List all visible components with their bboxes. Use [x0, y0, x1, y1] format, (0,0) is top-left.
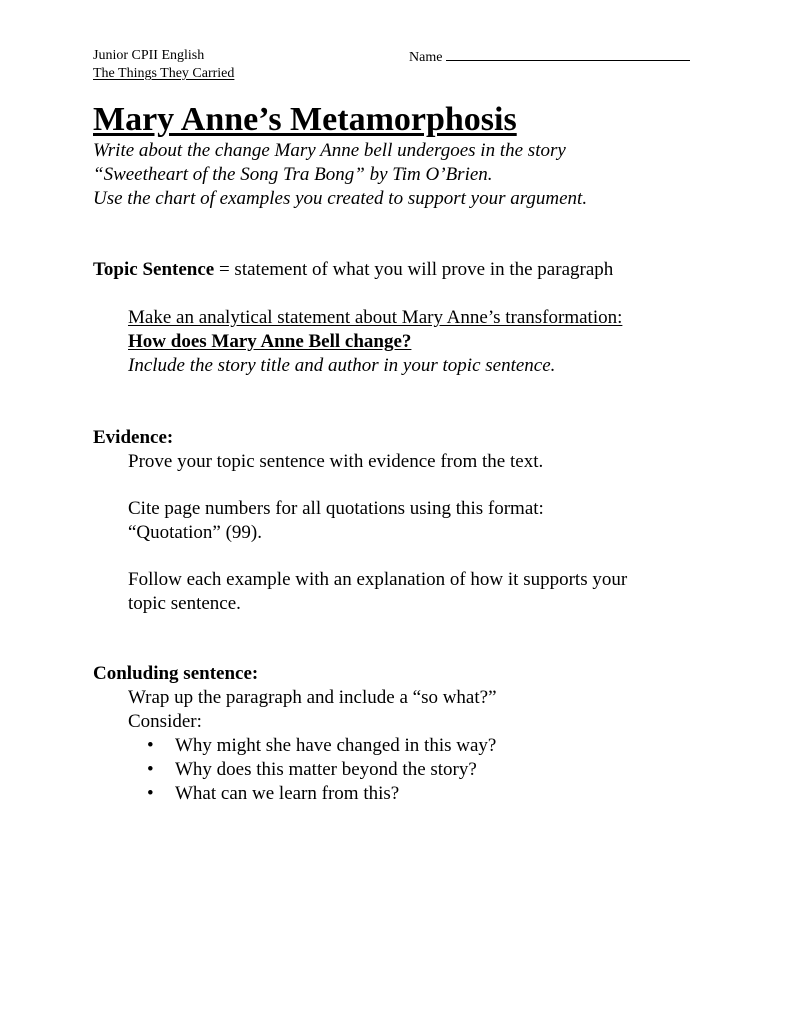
evidence-p3-line1: Follow each example with an explanation of how it supports your [128, 569, 628, 590]
evidence-p3-line2: topic sentence. [128, 593, 241, 614]
course-name: Junior CPII English [93, 48, 205, 63]
concluding-heading: Conluding sentence: [93, 663, 259, 684]
topic-sentence-label: Topic Sentence [93, 259, 215, 280]
topic-sentence-definition-text: = statement of what you will prove in the paragraph [214, 259, 614, 280]
page-title: Mary Anne’s Metamorphosis [93, 101, 517, 138]
list-item: • Why does this matter beyond the story? [147, 758, 497, 782]
intro-line-2: “Sweetheart of the Song Tra Bong” by Tim O’Brien. [93, 164, 493, 185]
consider-list [128, 734, 497, 806]
evidence-p2-line2: “Quotation” (99). [128, 522, 263, 543]
concluding-section [128, 686, 497, 806]
intro-instructions [93, 139, 587, 211]
topic-note: Include the story title and author in your topic sentence. [128, 355, 556, 376]
topic-instruction: Make an analytical statement about Mary Anne’s transformation: [128, 307, 623, 328]
intro-line-3: Use the chart of examples you created to support your argument. [93, 188, 588, 209]
intro-line-1: Write about the change Mary Anne bell undergoes in the story [93, 140, 566, 161]
evidence-p1: Prove your topic sentence with evidence from the text. [128, 451, 544, 472]
evidence-p2-line1: Cite page numbers for all quotations using this format: [128, 498, 544, 519]
name-blank-line [446, 47, 690, 61]
topic-instructions [128, 306, 622, 378]
list-item: • Why might she have changed in this way? [147, 734, 497, 758]
topic-sentence-definition [93, 258, 613, 282]
book-title: The Things They Carried [93, 66, 235, 81]
evidence-heading: Evidence: [93, 427, 174, 448]
name-label: Name [409, 50, 443, 65]
concluding-line2: Consider: [128, 711, 202, 732]
name-field [409, 47, 690, 66]
concluding-line1: Wrap up the paragraph and include a “so what?” [128, 687, 497, 708]
topic-question: How does Mary Anne Bell change? [128, 331, 412, 352]
list-item: • What can we learn from this? [147, 782, 497, 806]
evidence-section [128, 450, 627, 616]
